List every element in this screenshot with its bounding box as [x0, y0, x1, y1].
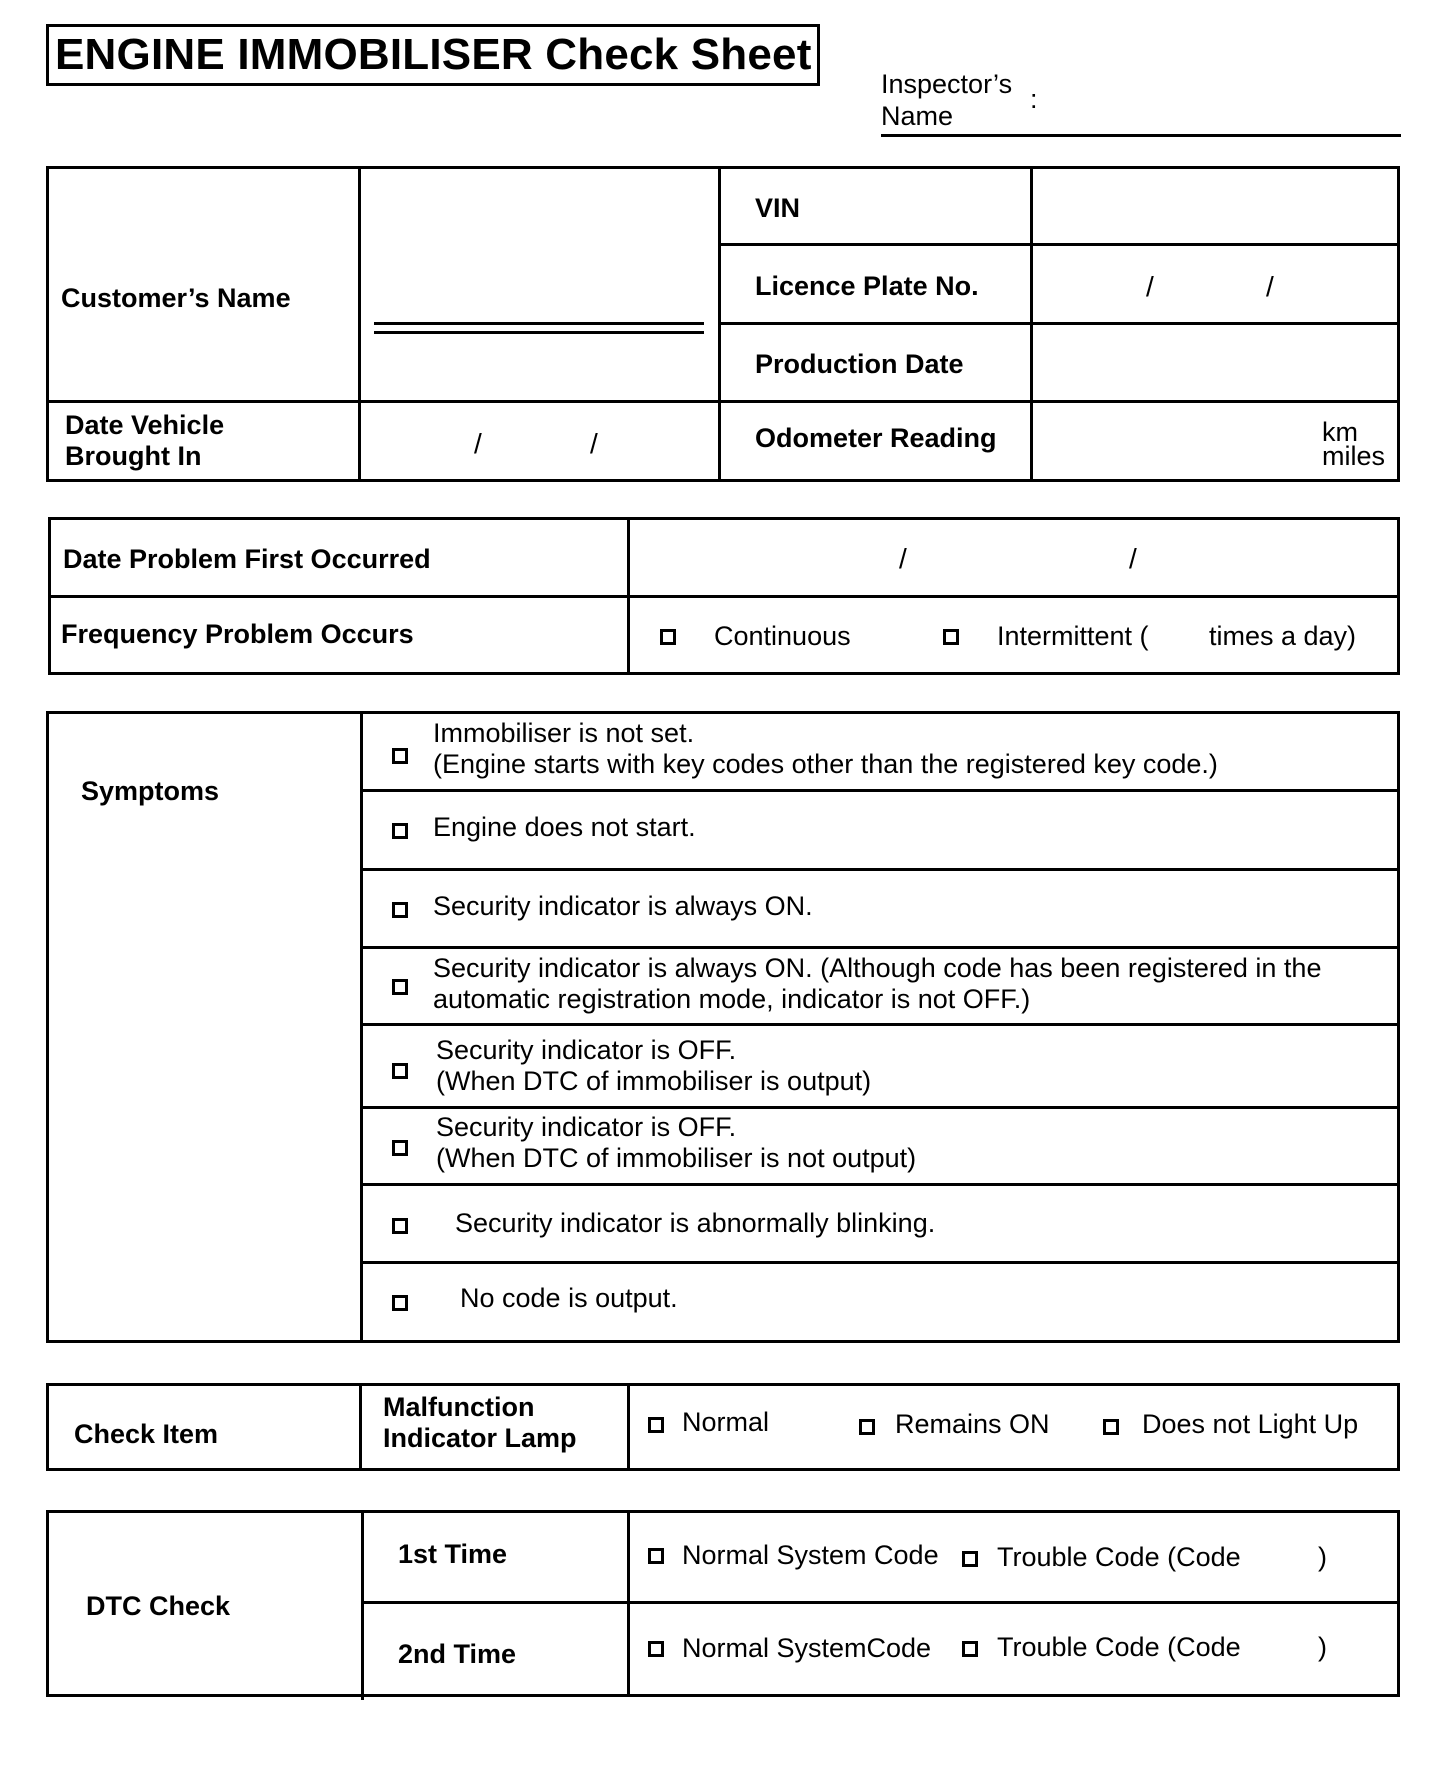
date-separator: / [899, 543, 907, 574]
frequency-label: Frequency Problem Occurs [61, 619, 414, 649]
symptom-item-text: Security indicator is abnormally blinking. [455, 1208, 936, 1238]
continuous-option-label: Continuous [714, 621, 851, 651]
mil-normal-label: Normal [682, 1407, 770, 1437]
inspector-name-field[interactable] [881, 134, 1401, 137]
vehicle-info-divider [358, 166, 361, 482]
dtc-check-divider [361, 1601, 1400, 1604]
symptom-checkbox[interactable] [392, 979, 408, 995]
inspector-name-label: Inspector’s Name [881, 69, 1013, 131]
dtc-second-code-input[interactable] [1250, 1628, 1314, 1664]
dtc-second-time-label: 2nd Time [398, 1639, 517, 1669]
problem-table-divider [48, 595, 1400, 598]
customer-name-field[interactable] [374, 322, 704, 334]
dtc-second-close-paren: ) [1318, 1632, 1327, 1662]
symptom-checkbox[interactable] [392, 1140, 408, 1156]
symptoms-table-divider [360, 711, 363, 1343]
symptom-checkbox[interactable] [392, 1295, 408, 1311]
symptom-checkbox[interactable] [392, 823, 408, 839]
intermittent-checkbox[interactable] [943, 629, 959, 645]
vehicle-info-divider [718, 322, 1400, 325]
dtc-second-trouble-label: Trouble Code (Code [997, 1632, 1241, 1662]
symptom-checkbox[interactable] [392, 902, 408, 918]
symptoms-row-divider [360, 1023, 1400, 1026]
date-separator: / [1146, 271, 1154, 302]
dtc-second-trouble-checkbox[interactable] [962, 1641, 978, 1657]
symptom-checkbox[interactable] [392, 1063, 408, 1079]
licence-plate-field[interactable] [1036, 249, 1394, 319]
dtc-first-trouble-label: Trouble Code (Code [997, 1542, 1241, 1572]
symptom-item-text: Security indicator is OFF. [436, 1035, 737, 1065]
date-separator: / [474, 428, 482, 459]
symptom-checkbox[interactable] [392, 1218, 408, 1234]
symptom-item-text: (Engine starts with key codes other than the registered key code.) [433, 749, 1218, 779]
licence-plate-label: Licence Plate No. [755, 271, 979, 301]
date-brought-in-field[interactable] [364, 406, 714, 478]
mil-does-not-light-label: Does not Light Up [1142, 1409, 1359, 1439]
mil-label: Malfunction Indicator Lamp [383, 1392, 577, 1453]
odometer-unit-miles: miles [1322, 441, 1386, 471]
symptom-item-text: (When DTC of immobiliser is not output) [436, 1143, 917, 1173]
symptoms-table [46, 711, 1400, 1343]
symptom-item-text: (When DTC of immobiliser is output) [436, 1066, 872, 1096]
check-item-divider [627, 1383, 630, 1471]
check-item-divider [359, 1383, 362, 1471]
symptoms-row-divider [360, 946, 1400, 949]
symptoms-label: Symptoms [81, 776, 220, 806]
symptom-item-text: No code is output. [460, 1283, 678, 1313]
production-date-label: Production Date [755, 349, 964, 379]
dtc-second-normal-checkbox[interactable] [648, 1641, 664, 1657]
continuous-checkbox[interactable] [660, 629, 676, 645]
inspector-colon: : [1030, 84, 1038, 114]
symptoms-row-divider [360, 789, 1400, 792]
mil-does-not-light-checkbox[interactable] [1103, 1419, 1119, 1435]
symptoms-row-divider [360, 1106, 1400, 1109]
odometer-label: Odometer Reading [755, 423, 997, 453]
symptom-item-text: Security indicator is OFF. [436, 1112, 737, 1142]
symptoms-row-divider [360, 868, 1400, 871]
dtc-first-normal-label: Normal System Code [682, 1540, 939, 1570]
mil-normal-checkbox[interactable] [648, 1417, 664, 1433]
vehicle-info-divider [718, 243, 1400, 246]
date-separator: / [1129, 543, 1137, 574]
date-first-occurred-label: Date Problem First Occurred [63, 544, 431, 574]
intermittent-option-label: Intermittent ( [997, 621, 1149, 651]
mil-remains-on-label: Remains ON [895, 1409, 1050, 1439]
dtc-first-normal-checkbox[interactable] [648, 1548, 664, 1564]
symptom-item-text: Security indicator is always ON. [433, 891, 813, 921]
symptom-item-text: Immobiliser is not set. [433, 718, 695, 748]
odometer-unit-km: km [1322, 417, 1358, 447]
dtc-first-time-label: 1st Time [398, 1539, 508, 1569]
mil-remains-on-checkbox[interactable] [859, 1419, 875, 1435]
date-separator: / [1266, 271, 1274, 302]
symptom-item-text: automatic registration mode, indicator is not OFF.) [433, 984, 1031, 1014]
symptom-item-text: Security indicator is always ON. (Although code has been registered in the [433, 953, 1322, 983]
date-separator: / [590, 428, 598, 459]
date-brought-in-label: Date Vehicle Brought In [65, 410, 225, 471]
dtc-first-close-paren: ) [1318, 1542, 1327, 1572]
vehicle-info-divider [46, 400, 1400, 403]
symptoms-row-divider [360, 1261, 1400, 1264]
vin-label: VIN [755, 193, 801, 223]
vin-field[interactable] [1036, 172, 1394, 240]
symptoms-row-divider [360, 1183, 1400, 1186]
sheet-title: ENGINE IMMOBILISER Check Sheet [55, 30, 812, 79]
date-first-occurred-field[interactable] [633, 523, 1394, 591]
dtc-second-normal-label: Normal SystemCode [682, 1633, 932, 1663]
dtc-check-label: DTC Check [86, 1591, 231, 1621]
symptom-checkbox[interactable] [392, 748, 408, 764]
dtc-check-divider [361, 1510, 364, 1700]
dtc-first-trouble-checkbox[interactable] [962, 1551, 978, 1567]
dtc-first-code-input[interactable] [1250, 1538, 1314, 1574]
symptom-item-text: Engine does not start. [433, 812, 696, 842]
customer-name-label: Customer’s Name [61, 283, 291, 313]
times-a-day-label: times a day) [1209, 621, 1357, 651]
production-date-field[interactable] [1036, 328, 1394, 396]
sheet-title-box [46, 24, 820, 86]
check-item-label: Check Item [74, 1419, 219, 1449]
times-a-day-input[interactable] [1152, 618, 1208, 654]
